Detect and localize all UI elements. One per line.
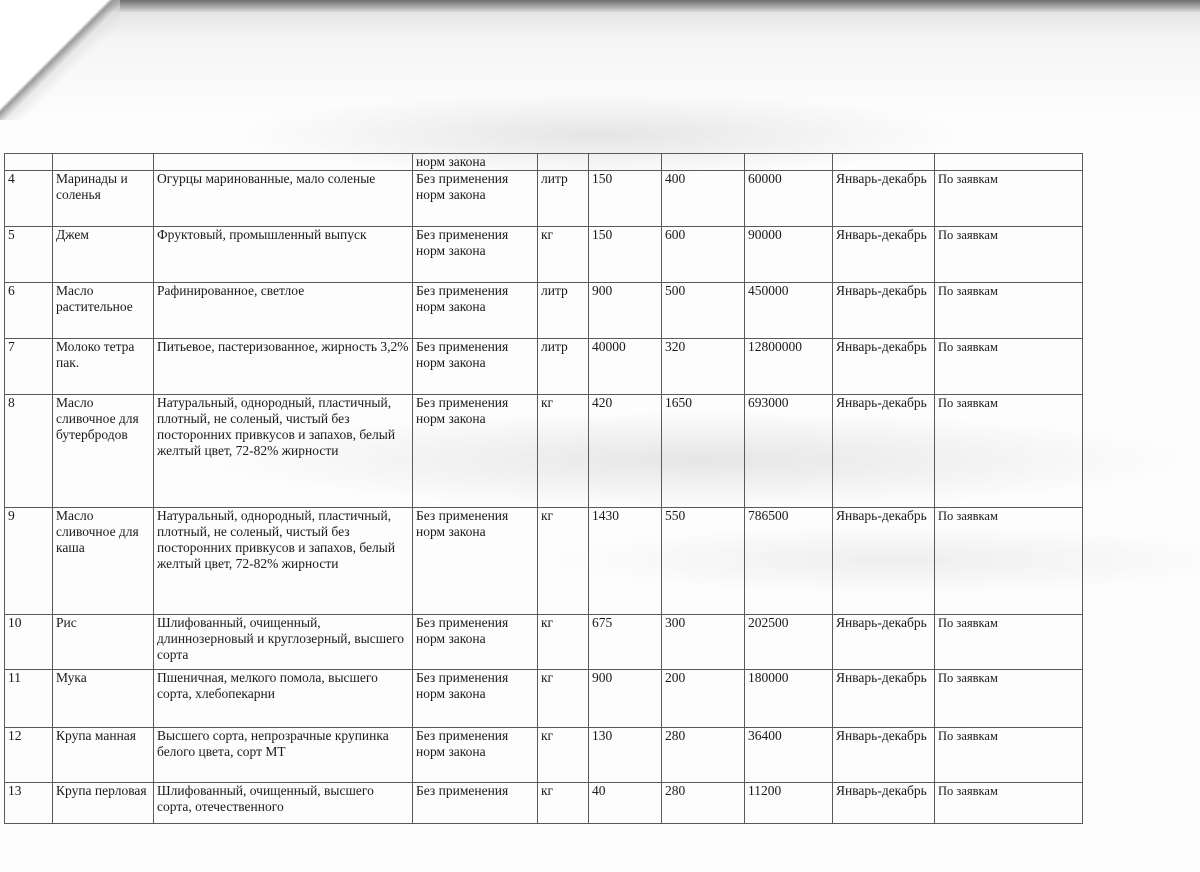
cell-standard: Без применения норм закона xyxy=(413,339,538,395)
cell-num: 13 xyxy=(5,783,53,824)
cell-quantity: 150 xyxy=(589,227,662,283)
cell-standard: Без применения норм закона xyxy=(413,615,538,670)
table-row xyxy=(5,783,1083,824)
cell-num: 7 xyxy=(5,339,53,395)
cell-period: Январь-декабрь xyxy=(833,395,935,508)
cell-unit: кг xyxy=(538,728,589,783)
cell-quantity: 900 xyxy=(589,670,662,728)
cell-period: Январь-декабрь xyxy=(833,508,935,615)
cell-unit xyxy=(538,154,589,171)
cell-description: Рафинированное, светлое xyxy=(154,283,413,339)
cell-price: 550 xyxy=(662,508,745,615)
table-row xyxy=(5,339,1083,395)
cell-price: 600 xyxy=(662,227,745,283)
scan-top-edge xyxy=(0,0,1200,12)
cell-num: 11 xyxy=(5,670,53,728)
cell-note: По заявкам xyxy=(935,283,1083,339)
cell-description: Натуральный, однородный, пластичный, плотный, не соленый, чистый без посторонних привкусов и запахов, белый желтый цвет, 72-82% жирности xyxy=(154,395,413,508)
cell-num: 8 xyxy=(5,395,53,508)
cell-sum: 90000 xyxy=(745,227,833,283)
cell-note: По заявкам xyxy=(935,508,1083,615)
cell-description: Питьевое, пастеризованное, жирность 3,2% xyxy=(154,339,413,395)
table-row xyxy=(5,615,1083,670)
cell-description: Фруктовый, промышленный выпуск xyxy=(154,227,413,283)
cell-description: Натуральный, однородный, пластичный, плотный, не соленый, чистый без посторонних привкусов и запахов, белый желтый цвет, 72-82% жирности xyxy=(154,508,413,615)
cell-unit: литр xyxy=(538,283,589,339)
cell-note: По заявкам xyxy=(935,728,1083,783)
cell-quantity: 40 xyxy=(589,783,662,824)
cell-quantity: 420 xyxy=(589,395,662,508)
cell-num: 6 xyxy=(5,283,53,339)
cell-sum: 202500 xyxy=(745,615,833,670)
cell-period: Январь-декабрь xyxy=(833,227,935,283)
cell-num: 12 xyxy=(5,728,53,783)
table-row-continued xyxy=(5,154,1083,171)
cell-sum: 11200 xyxy=(745,783,833,824)
cell-price: 500 xyxy=(662,283,745,339)
cell-period: Январь-декабрь xyxy=(833,339,935,395)
cell-quantity: 150 xyxy=(589,171,662,227)
cell-num: 10 xyxy=(5,615,53,670)
cell-quantity xyxy=(589,154,662,171)
cell-price: 280 xyxy=(662,728,745,783)
cell-note: По заявкам xyxy=(935,615,1083,670)
cell-quantity: 1430 xyxy=(589,508,662,615)
cell-name: Масло растительное xyxy=(53,283,154,339)
cell-quantity: 40000 xyxy=(589,339,662,395)
cell-standard: Без применения xyxy=(413,783,538,824)
table-row xyxy=(5,227,1083,283)
cell-note: По заявкам xyxy=(935,171,1083,227)
cell-period: Январь-декабрь xyxy=(833,171,935,227)
cell-description: Пшеничная, мелкого помола, высшего сорта, хлебопекарни xyxy=(154,670,413,728)
cell-unit: кг xyxy=(538,227,589,283)
cell-standard: Без применения норм закона xyxy=(413,728,538,783)
cell-name: Крупа перловая xyxy=(53,783,154,824)
cell-name: Молоко тетра пак. xyxy=(53,339,154,395)
table-row xyxy=(5,395,1083,508)
cell-period: Январь-декабрь xyxy=(833,283,935,339)
cell-period xyxy=(833,154,935,171)
table-row xyxy=(5,670,1083,728)
cell-price: 320 xyxy=(662,339,745,395)
cell-period: Январь-декабрь xyxy=(833,783,935,824)
cell-description: Огурцы маринованные, мало соленые xyxy=(154,171,413,227)
cell-price: 1650 xyxy=(662,395,745,508)
cell-note xyxy=(935,154,1083,171)
cell-note: По заявкам xyxy=(935,227,1083,283)
folded-corner xyxy=(0,0,120,120)
table-body xyxy=(5,154,1083,824)
table-row xyxy=(5,171,1083,227)
cell-num: 5 xyxy=(5,227,53,283)
cell-name: Джем xyxy=(53,227,154,283)
cell-standard: Без применения норм закона xyxy=(413,283,538,339)
cell-num: 9 xyxy=(5,508,53,615)
cell-price xyxy=(662,154,745,171)
cell-period: Январь-декабрь xyxy=(833,728,935,783)
cell-price: 200 xyxy=(662,670,745,728)
cell-quantity: 900 xyxy=(589,283,662,339)
cell-unit: литр xyxy=(538,339,589,395)
cell-unit: кг xyxy=(538,670,589,728)
cell-price: 300 xyxy=(662,615,745,670)
table-row xyxy=(5,508,1083,615)
cell-num: 4 xyxy=(5,171,53,227)
cell-note: По заявкам xyxy=(935,783,1083,824)
procurement-table xyxy=(4,153,1083,824)
cell-name: Крупа манная xyxy=(53,728,154,783)
cell-sum xyxy=(745,154,833,171)
cell-description: Высшего сорта, непрозрачные крупинка белого цвета, сорт МТ xyxy=(154,728,413,783)
cell-standard: норм закона xyxy=(413,154,538,171)
cell-note: По заявкам xyxy=(935,395,1083,508)
cell-sum: 180000 xyxy=(745,670,833,728)
cell-description: Шлифованный, очищенный, длиннозерновый и круглозерный, высшего сорта xyxy=(154,615,413,670)
cell-description: Шлифованный, очищенный, высшего сорта, отечественного xyxy=(154,783,413,824)
cell-description xyxy=(154,154,413,171)
cell-name: Маринады и соленья xyxy=(53,171,154,227)
cell-sum: 450000 xyxy=(745,283,833,339)
cell-standard: Без применения норм закона xyxy=(413,395,538,508)
cell-sum: 693000 xyxy=(745,395,833,508)
cell-name: Масло сливочное для каша xyxy=(53,508,154,615)
cell-unit: кг xyxy=(538,783,589,824)
cell-name: Мука xyxy=(53,670,154,728)
cell-standard: Без применения норм закона xyxy=(413,227,538,283)
cell-name xyxy=(53,154,154,171)
cell-num xyxy=(5,154,53,171)
table-row xyxy=(5,728,1083,783)
cell-standard: Без применения норм закона xyxy=(413,670,538,728)
cell-note: По заявкам xyxy=(935,339,1083,395)
cell-quantity: 675 xyxy=(589,615,662,670)
cell-period: Январь-декабрь xyxy=(833,615,935,670)
cell-unit: кг xyxy=(538,508,589,615)
cell-standard: Без применения норм закона xyxy=(413,508,538,615)
cell-quantity: 130 xyxy=(589,728,662,783)
cell-sum: 786500 xyxy=(745,508,833,615)
cell-sum: 60000 xyxy=(745,171,833,227)
cell-sum: 36400 xyxy=(745,728,833,783)
table-row xyxy=(5,283,1083,339)
cell-note: По заявкам xyxy=(935,670,1083,728)
cell-standard: Без применения норм закона xyxy=(413,171,538,227)
cell-unit: кг xyxy=(538,615,589,670)
cell-name: Рис xyxy=(53,615,154,670)
cell-sum: 12800000 xyxy=(745,339,833,395)
cell-unit: кг xyxy=(538,395,589,508)
cell-price: 280 xyxy=(662,783,745,824)
cell-price: 400 xyxy=(662,171,745,227)
cell-name: Масло сливочное для бутербродов xyxy=(53,395,154,508)
cell-period: Январь-декабрь xyxy=(833,670,935,728)
cell-unit: литр xyxy=(538,171,589,227)
